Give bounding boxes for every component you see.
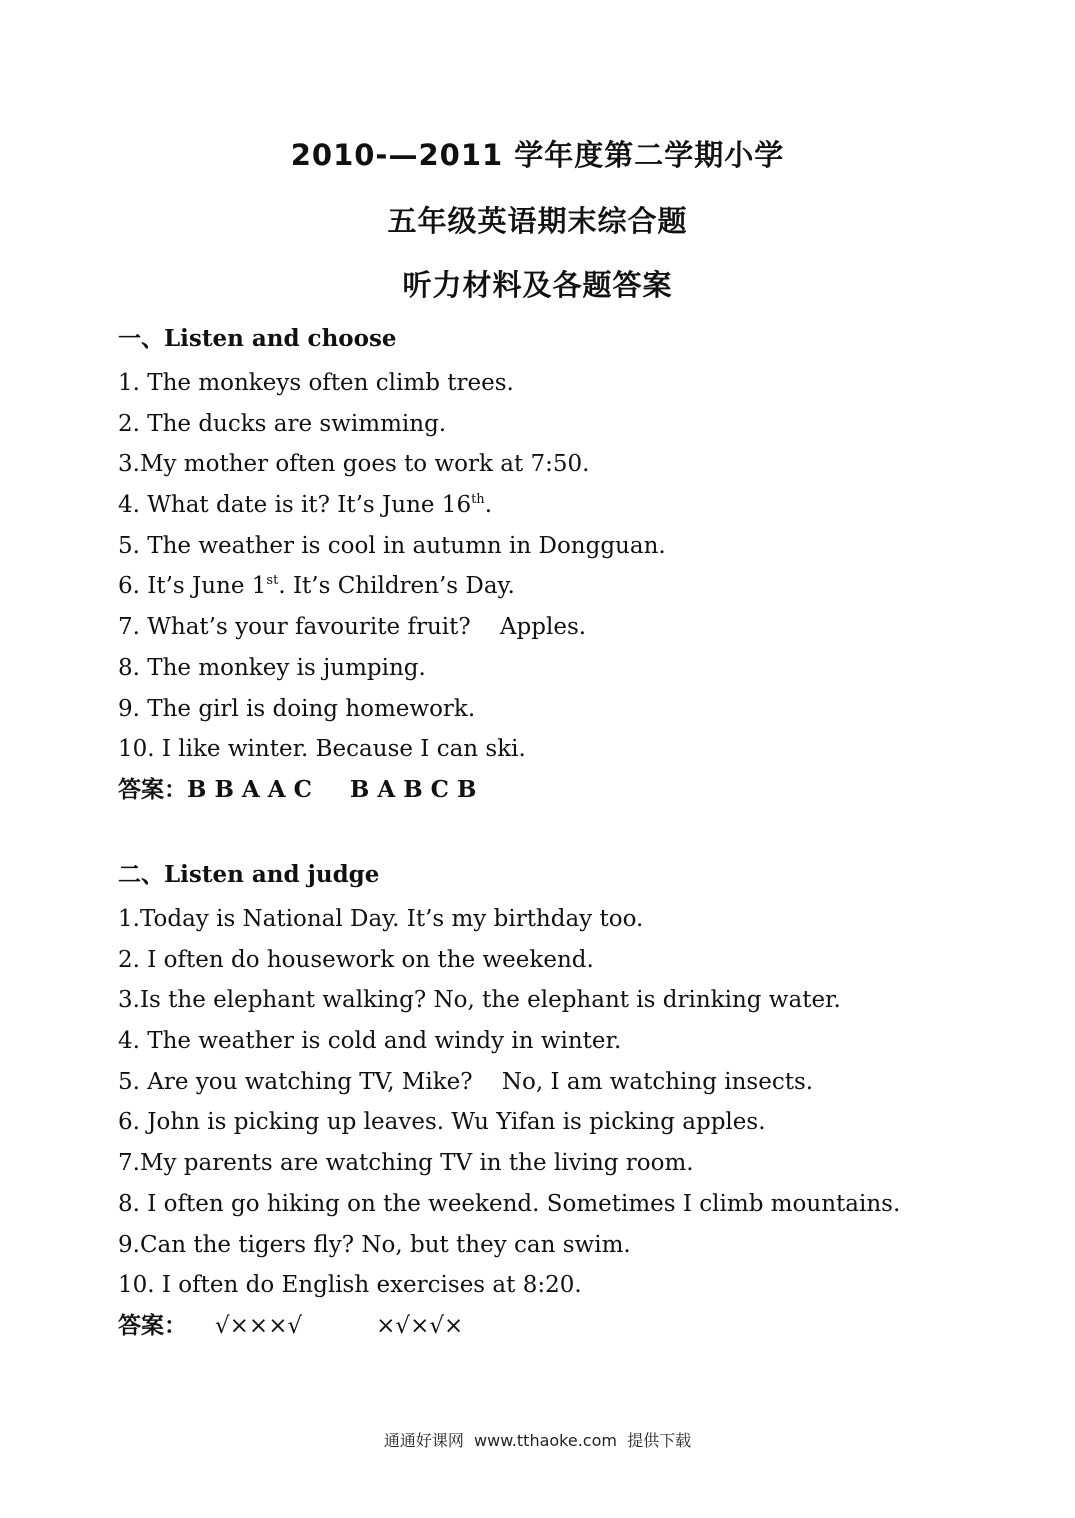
footer-source-note: 通通好课网 www.tthaoke.com 提供下载 <box>383 1431 692 1450</box>
answer-label: 答案： <box>118 775 187 803</box>
transcript-line: 7. What’s your favourite fruit? Apples. <box>118 614 587 641</box>
transcript-line: 7.My parents are watching TV in the living room. <box>118 1150 694 1177</box>
transcript-line: 1. The monkeys often climb trees. <box>118 370 514 396</box>
answer-group-1: √×××√ <box>215 1312 303 1339</box>
transcript-line: 1.Today is National Day. It’s my birthday too. <box>118 906 644 932</box>
section-listen-and-choose <box>118 321 666 810</box>
section-heading: 二、Listen and judge <box>118 861 380 888</box>
transcript-line: 2. I often do housework on the weekend. <box>118 946 594 973</box>
section-listen-and-judge <box>118 857 900 1346</box>
line-text: 6. It’s June 1 <box>118 573 267 600</box>
transcript-line: 2. The ducks are swimming. <box>118 410 447 437</box>
ordinal-suffix: th <box>471 492 485 508</box>
answer-group-2: ×√×√× <box>376 1312 464 1339</box>
section-heading: 一、Listen and choose <box>118 325 397 352</box>
transcript-line <box>118 485 666 526</box>
transcript-line <box>118 566 666 607</box>
line-text: 4. What date is it? It’s June 16 <box>118 492 472 519</box>
transcript-line: 10. I like winter. Because I can ski. <box>118 736 526 763</box>
transcript-line: 4. The weather is cold and windy in winter. <box>118 1028 622 1055</box>
answer-group-1: B B A A C <box>187 775 312 803</box>
document-title-line3: 听力材料及各题答案 <box>402 268 673 302</box>
transcript-line: 8. I often go hiking on the weekend. Sometimes I climb mountains. <box>118 1190 901 1217</box>
transcript-line: 10. I often do English exercises at 8:20. <box>118 1272 582 1299</box>
transcript-line: 3.My mother often goes to work at 7:50. <box>118 451 590 478</box>
transcript-line: 9.Can the tigers fly? No, but they can swim. <box>118 1231 631 1258</box>
document-title-line1: 2010-—2011 学年度第二学期小学 <box>290 138 785 172</box>
line-text-tail: . <box>484 492 492 519</box>
transcript-line: 5. Are you watching TV, Mike? No, I am watching insects. <box>118 1068 814 1095</box>
answer-key <box>118 1306 900 1346</box>
transcript-line: 8. The monkey is jumping. <box>118 654 426 681</box>
answer-key <box>118 770 666 810</box>
document-title-line2: 五年级英语期末综合题 <box>387 204 688 238</box>
transcript-line: 9. The girl is doing homework. <box>118 695 476 722</box>
transcript-line: 6. John is picking up leaves. Wu Yifan is picking apples. <box>118 1109 766 1136</box>
answer-group-2: B A B C B <box>349 775 477 803</box>
transcript-line: 5. The weather is cool in autumn in Dongguan. <box>118 532 666 559</box>
answer-label: 答案： <box>118 1311 187 1339</box>
line-text-tail: . It’s Children’s Day. <box>278 573 515 600</box>
ordinal-suffix: st <box>266 573 279 589</box>
transcript-line: 3.Is the elephant walking? No, the elephant is drinking water. <box>118 987 841 1014</box>
